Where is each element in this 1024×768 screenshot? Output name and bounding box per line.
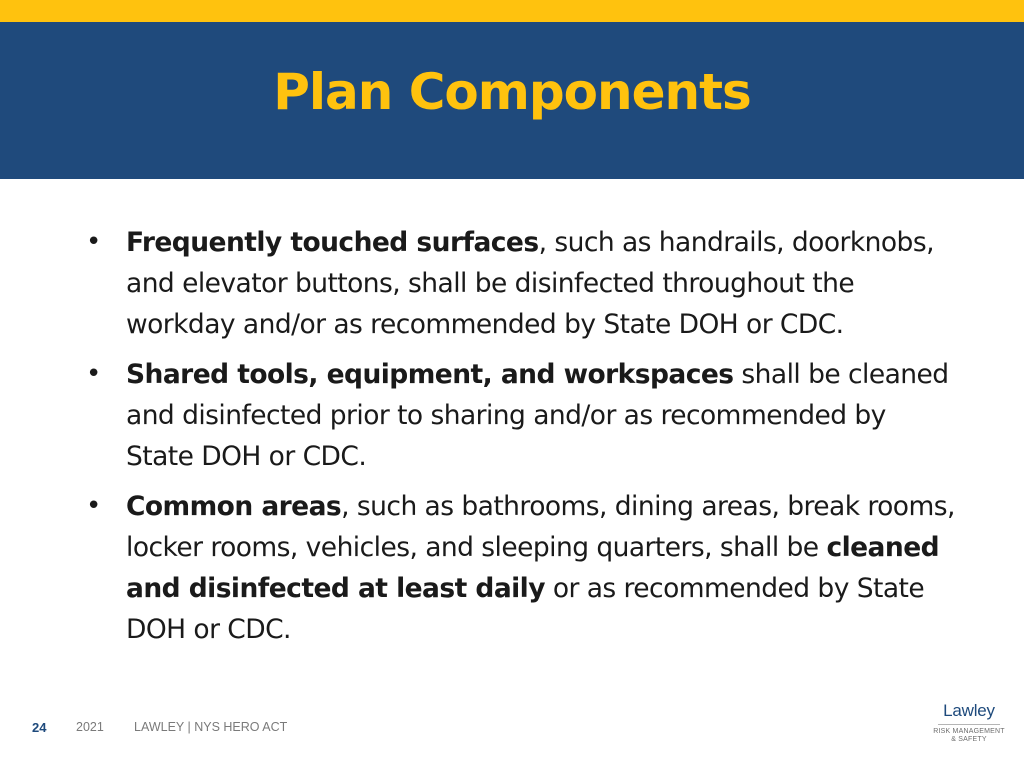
bullet-item [86, 354, 956, 477]
bullet-item [86, 222, 956, 345]
bullet-text: , such as bathrooms, dining areas, break rooms, locker rooms, vehicles, and sleeping quarters, shall be [126, 491, 955, 563]
logo-tagline-line1: RISK MANAGEMENT [933, 728, 1005, 735]
bullet-text: , such as handrails, doorknobs, and elevator buttons, shall be disinfected throughout the workday and/or as recommended by State DOH or CDC. [126, 227, 934, 340]
bullet-list [86, 222, 956, 659]
lawley-logo [924, 700, 1014, 752]
bullet-dot-icon: • [86, 359, 101, 389]
bullet-bold-text: cleaned and disinfected at least daily [126, 532, 940, 604]
bullet-item [86, 486, 956, 650]
bullet-bold-text: Frequently touched surfaces [126, 227, 539, 258]
bullet-bold-text: Common areas [126, 491, 342, 522]
logo-divider [938, 724, 1000, 725]
footer-label: LAWLEY | NYS HERO ACT [134, 720, 288, 734]
logo-tagline-line2: & SAFETY [951, 736, 987, 743]
top-stripe [0, 0, 1024, 22]
bullet-dot-icon: • [86, 491, 101, 521]
logo-name: Lawley [943, 701, 995, 720]
bullet-bold-text: Shared tools, equipment, and workspaces [126, 359, 734, 390]
slide-title: Plan Components [273, 63, 751, 121]
bullet-text: shall be cleaned and disinfected prior to sharing and/or as recommended by State DOH or CDC. [126, 359, 949, 472]
bullet-dot-icon: • [86, 227, 101, 257]
footer [0, 712, 600, 742]
page-number: 24 [32, 720, 47, 735]
footer-year: 2021 [76, 720, 104, 734]
bullet-text: or as recommended by State DOH or CDC. [126, 573, 925, 645]
